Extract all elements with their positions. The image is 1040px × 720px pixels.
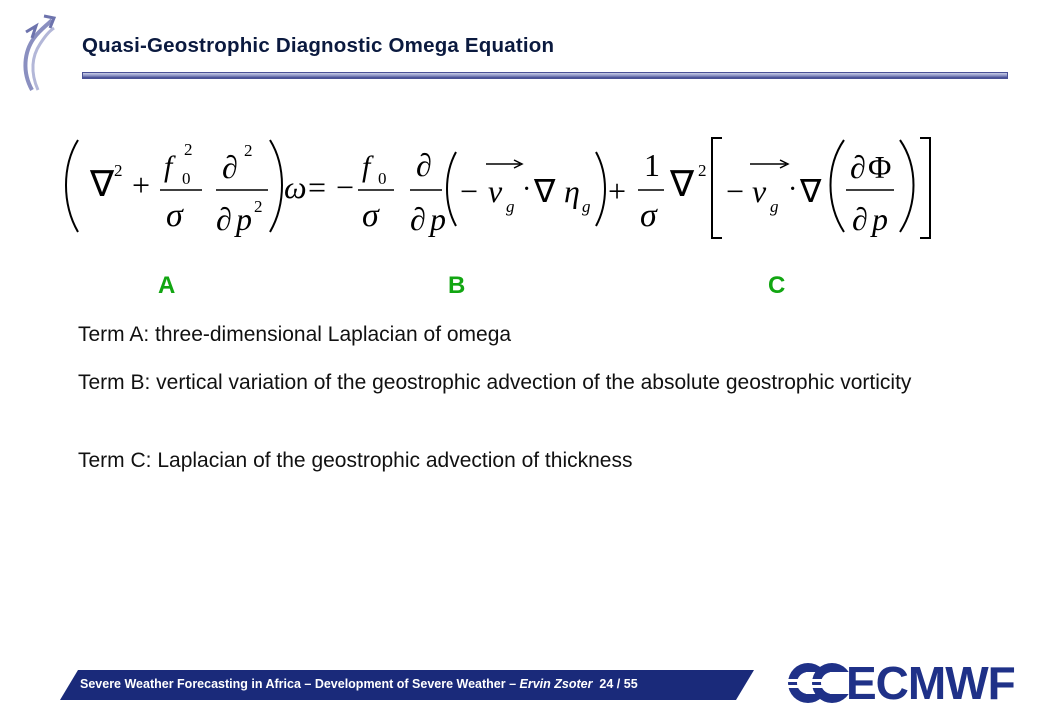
exponent: 2 xyxy=(244,141,253,160)
term-label-b: B xyxy=(448,272,466,299)
footer-author: Ervin Zsoter xyxy=(519,677,593,691)
subscript-zero: 0 xyxy=(378,169,387,188)
nabla-symbol: ∇ xyxy=(534,173,556,209)
partial-symbol: ∂ xyxy=(852,201,868,237)
sigma-symbol: σ xyxy=(166,197,183,234)
dot-operator: · xyxy=(522,174,532,205)
brand-wordmark: ECMWF xyxy=(846,657,1015,709)
pressure-p: p xyxy=(236,201,252,237)
nabla-symbol: ∇ xyxy=(800,173,822,209)
subscript-g: g xyxy=(582,197,591,216)
subscript-g: g xyxy=(770,197,779,216)
subscript-g: g xyxy=(506,197,515,216)
term-a-description: Term A: three-dimensional Laplacian of omega xyxy=(78,323,512,346)
slide-title: Quasi-Geostrophic Diagnostic Omega Equation xyxy=(82,34,555,57)
title-divider xyxy=(82,72,1008,79)
exponent: 2 xyxy=(698,161,707,180)
omega-symbol: ω xyxy=(284,169,307,205)
partial-symbol: ∂ xyxy=(850,149,866,185)
minus-sign: − xyxy=(726,173,745,209)
omega-equation xyxy=(60,126,940,244)
dot-operator: · xyxy=(788,174,798,205)
partial-symbol: ∂ xyxy=(216,201,232,237)
numerator-one: 1 xyxy=(644,147,660,183)
nabla-symbol: ∇ xyxy=(90,164,115,204)
equals-sign: = xyxy=(308,169,327,205)
page-number: 24 / 55 xyxy=(599,677,638,691)
pressure-p: p xyxy=(430,201,446,237)
term-b-description: Term B: vertical variation of the geostrophic advection of the absolute geostrophic vorticity xyxy=(78,371,912,394)
subscript-zero: 0 xyxy=(182,169,191,188)
nabla-symbol: ∇ xyxy=(670,164,695,204)
plus-sign: + xyxy=(132,167,151,203)
velocity-v: v xyxy=(752,173,767,209)
minus-sign: − xyxy=(460,173,479,209)
pressure-p: p xyxy=(872,201,888,237)
eta-symbol: η xyxy=(564,173,580,209)
partial-symbol: ∂ xyxy=(416,147,432,183)
exponent: 2 xyxy=(254,197,263,216)
coriolis-f: f xyxy=(164,150,173,183)
coriolis-f: f xyxy=(362,150,371,183)
plus-sign: + xyxy=(608,173,627,209)
footer-course-title: Severe Weather Forecasting in Africa – Development of Severe Weather – xyxy=(80,677,520,691)
ecmwf-swirl-logo-icon xyxy=(18,12,58,92)
sigma-symbol: σ xyxy=(362,197,379,234)
exponent: 2 xyxy=(184,140,193,159)
term-c-description: Term C: Laplacian of the geostrophic advection of thickness xyxy=(78,449,633,472)
partial-symbol: ∂ xyxy=(410,201,426,237)
velocity-v: v xyxy=(488,173,503,209)
phi-symbol: Φ xyxy=(868,149,892,185)
footer-caption xyxy=(80,677,638,691)
term-label-c: C xyxy=(768,272,786,299)
partial-symbol: ∂ xyxy=(222,149,238,185)
exponent: 2 xyxy=(114,161,123,180)
minus-sign: − xyxy=(336,169,355,205)
term-label-a: A xyxy=(158,272,176,299)
sigma-symbol: σ xyxy=(640,197,657,234)
